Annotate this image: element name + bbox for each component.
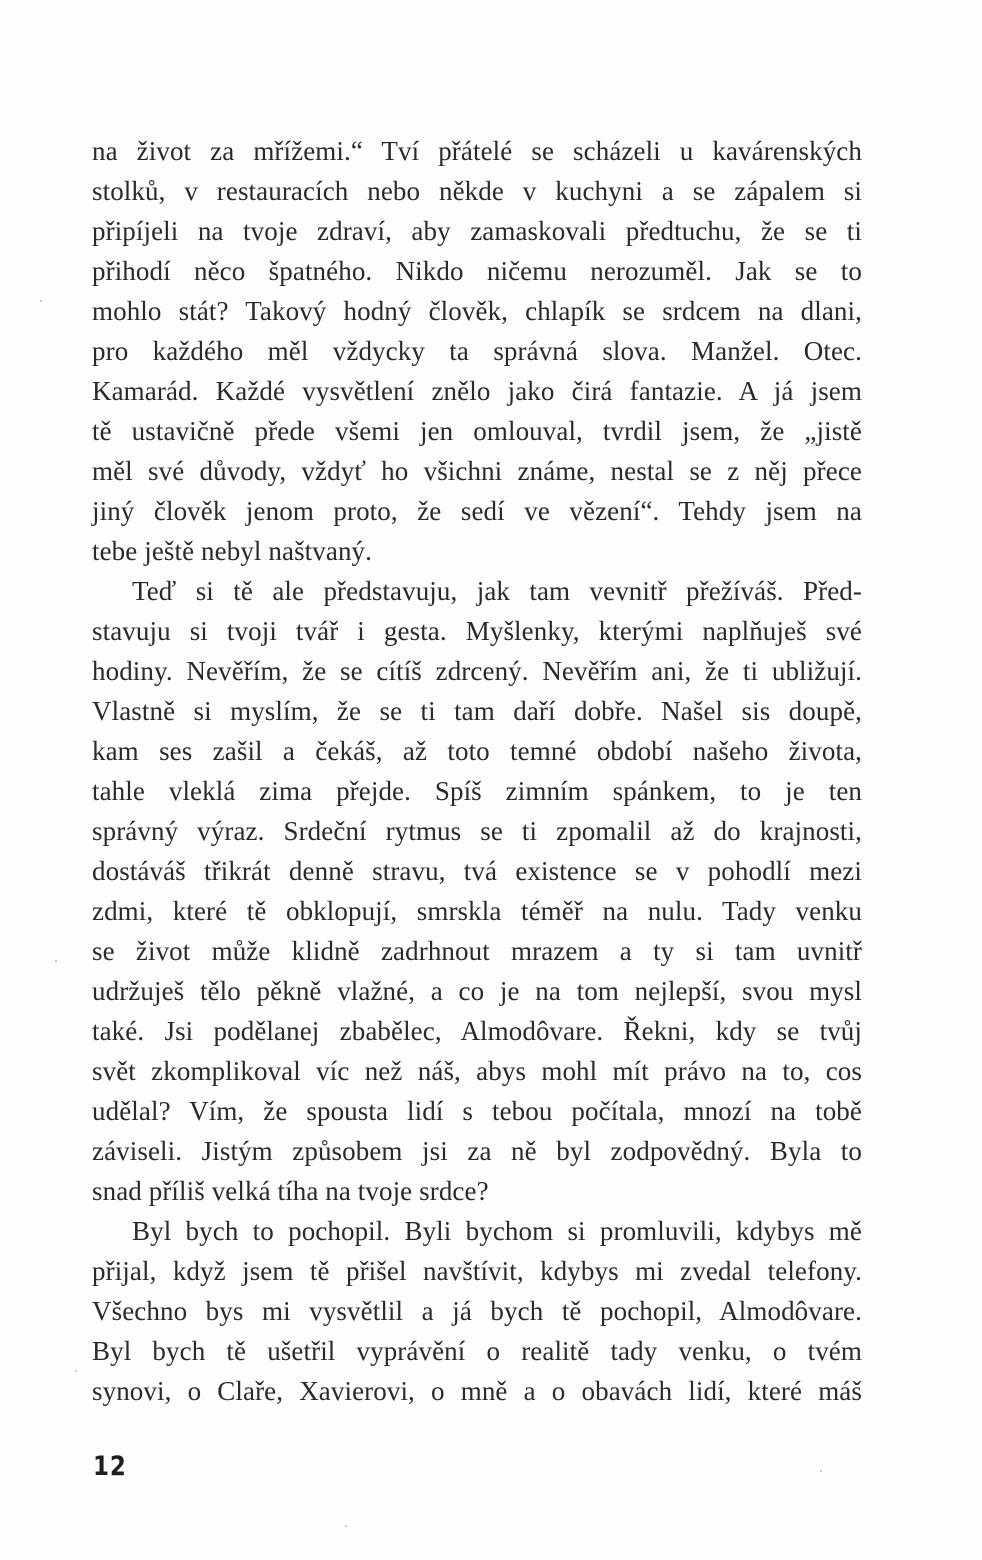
text-line: Byl bych tě ušetřil vyprávění o realitě tady venku, o tvém xyxy=(92,1336,862,1366)
text-line: tahle vleklá zima přejde. Spíš zimním spánkem, to je ten xyxy=(92,776,862,806)
text-line: se život může klidně zadrhnout mrazem a ty si tam uvnitř xyxy=(92,936,862,966)
scan-speck xyxy=(75,1370,77,1372)
body-text xyxy=(92,131,862,1411)
text-line: snad příliš velká tíha na tvoje srdce? xyxy=(92,1176,489,1206)
text-line: záviseli. Jistým způsobem jsi za ně byl zodpovědný. Byla to xyxy=(92,1136,862,1166)
text-line: zdmi, které tě obklopují, smrskla téměř na nulu. Tady venku xyxy=(92,896,862,926)
scan-speck xyxy=(820,1470,822,1472)
text-line: tebe ještě nebyl naštvaný. xyxy=(92,536,373,566)
scan-speck xyxy=(345,1525,347,1527)
text-line: správný výraz. Srdeční rytmus se ti zpomalil až do krajnosti, xyxy=(92,816,862,846)
text-line: mohlo stát? Takový hodný člověk, chlapík se srdcem na dlani, xyxy=(92,296,862,326)
text-line: Byl bych to pochopil. Byli bychom si promluvili, kdybys mě xyxy=(132,1216,862,1246)
scan-speck xyxy=(40,300,42,302)
text-line: udržuješ tělo pěkně vlažné, a co je na tom nejlepší, svou mysl xyxy=(92,976,862,1006)
text-line: tě ustavičně přede všemi jen omlouval, tvrdil jsem, že „jistě xyxy=(92,416,862,446)
text-line: Teď si tě ale představuju, jak tam vevnitř přežíváš. Před- xyxy=(132,576,862,606)
text-line: udělal? Vím, že spousta lidí s tebou počítala, mnozí na tobě xyxy=(92,1096,862,1126)
text-line: dostáváš třikrát denně stravu, tvá existence se v pohodlí mezi xyxy=(92,856,862,886)
text-line: Kamarád. Každé vysvětlení znělo jako čirá fantazie. A já jsem xyxy=(92,376,862,406)
text-line: jiný člověk jenom proto, že sedí ve vězení“. Tehdy jsem na xyxy=(92,496,862,526)
text-line: také. Jsi podělanej zbabělec, Almodôvare. Řekni, kdy se tvůj xyxy=(92,1016,862,1046)
text-line: připíjeli na tvoje zdraví, aby zamaskovali předtuchu, že se ti xyxy=(92,216,862,246)
text-line: kam ses zašil a čekáš, až toto temné období našeho života, xyxy=(92,736,862,766)
text-line: stavuju si tvoji tvář i gesta. Myšlenky, kterými naplňuješ své xyxy=(92,616,862,646)
scan-speck xyxy=(55,960,57,962)
text-line: přijal, když jsem tě přišel navštívit, kdybys mi zvedal telefony. xyxy=(92,1256,862,1286)
text-line: na život za mřížemi.“ Tví přátelé se scházeli u kavárenských xyxy=(92,136,862,166)
text-line: synovi, o Claře, Xavierovi, o mně a o obavách lidí, které máš xyxy=(92,1376,862,1406)
text-line: měl své důvody, vždyť ho všichni známe, nestal se z něj přece xyxy=(92,456,862,486)
text-line: stolků, v restauracích nebo někde v kuchyni a se zápalem si xyxy=(92,176,862,206)
text-line: pro každého měl vždycky ta správná slova. Manžel. Otec. xyxy=(92,336,862,366)
text-line: svět zkomplikoval víc než náš, abys mohl mít právo na to, cos xyxy=(92,1056,862,1086)
text-line: Všechno bys mi vysvětlil a já bych tě pochopil, Almodôvare. xyxy=(92,1296,862,1326)
text-line: hodiny. Nevěřím, že se cítíš zdrcený. Nevěřím ani, že ti ubližují. xyxy=(92,656,862,686)
text-line: Vlastně si myslím, že se ti tam daří dobře. Našel sis doupě, xyxy=(92,696,862,726)
page-number: 12 xyxy=(93,1451,127,1482)
text-line: přihodí něco špatného. Nikdo ničemu nerozuměl. Jak se to xyxy=(92,256,862,286)
